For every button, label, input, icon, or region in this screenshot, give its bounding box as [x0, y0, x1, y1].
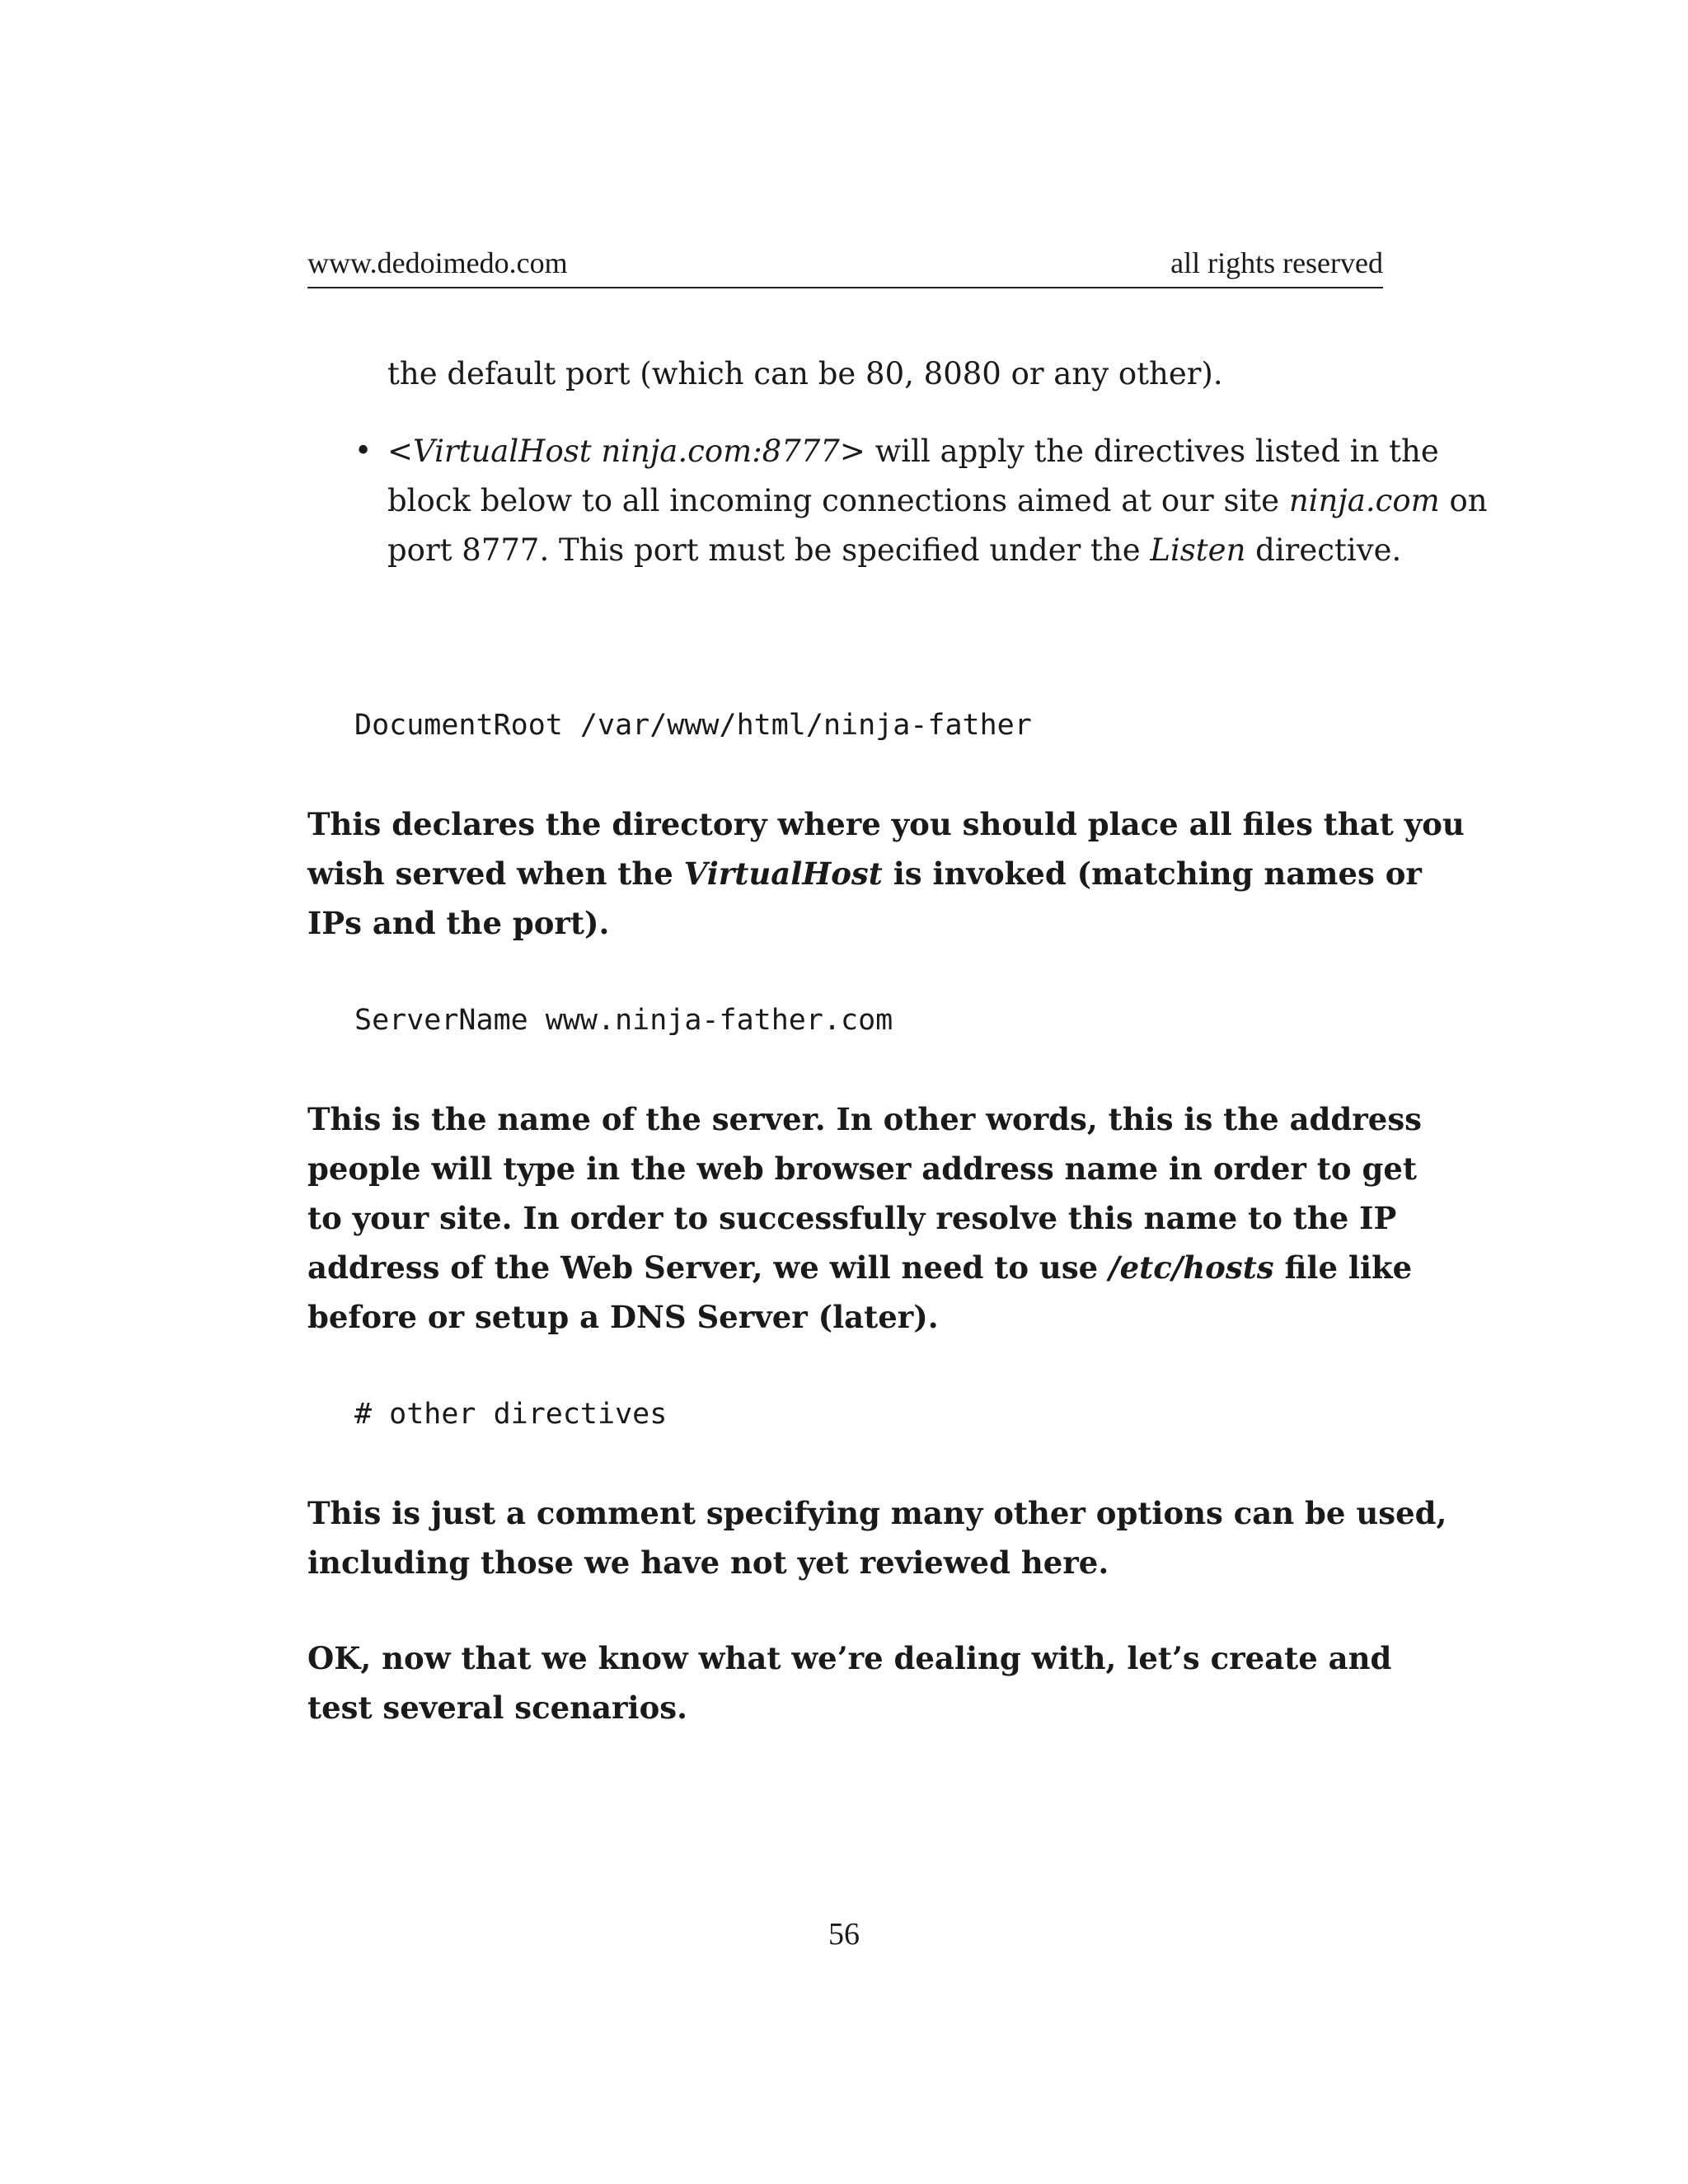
virtualhost-directive: <VirtualHost ninja.com:8777> — [387, 434, 865, 469]
hosts-file-path: /etc/hosts — [1109, 1249, 1274, 1286]
header-rights: all rights reserved — [1170, 246, 1383, 279]
page-number: 56 — [828, 1917, 860, 1952]
listen-directive: Listen — [1150, 532, 1246, 568]
continuation-line: the default port (which can be 80, 8080 or any other). — [387, 356, 1223, 391]
page-header — [307, 241, 1383, 288]
paragraph-document-root: This declares the directory where you should place all files that you wish served when the VirtualHost is invoked (matching names or IPs and the port). — [307, 806, 1465, 941]
bullet-body — [387, 427, 1488, 575]
code-other-directives: # other directives — [354, 1398, 668, 1431]
virtualhost-term: VirtualHost — [683, 855, 883, 892]
bullet-line: port 8777. This port must be specified under the Listen directive. — [387, 532, 1402, 568]
paragraph-closing: OK, now that we know what we’re dealing with, let’s create and test several scenarios. — [307, 1640, 1392, 1726]
paragraph-server-name: This is the name of the server. In other words, this is the address people will type in the web browser address name in order to get to your site. In order to successfully resolve this name to the IP address of the Web Server, we will need to use /etc/hosts file like before or setup a DNS Server (later). — [307, 1101, 1422, 1335]
header-site: www.dedoimedo.com — [307, 246, 568, 279]
code-server-name: ServerName www.ninja-father.com — [354, 1004, 893, 1037]
site-name: ninja.com — [1288, 483, 1440, 518]
bullet-line: <VirtualHost ninja.com:8777> will apply the directives listed in the — [387, 434, 1439, 469]
code-document-root: DocumentRoot /var/www/html/ninja-father — [354, 709, 1032, 742]
bullet-line: block below to all incoming connections aimed at our site ninja.com on — [387, 483, 1488, 518]
paragraph-comment: This is just a comment specifying many other options can be used, including those we have not yet reviewed here. — [307, 1495, 1447, 1581]
bullet-symbol: • — [354, 434, 373, 468]
